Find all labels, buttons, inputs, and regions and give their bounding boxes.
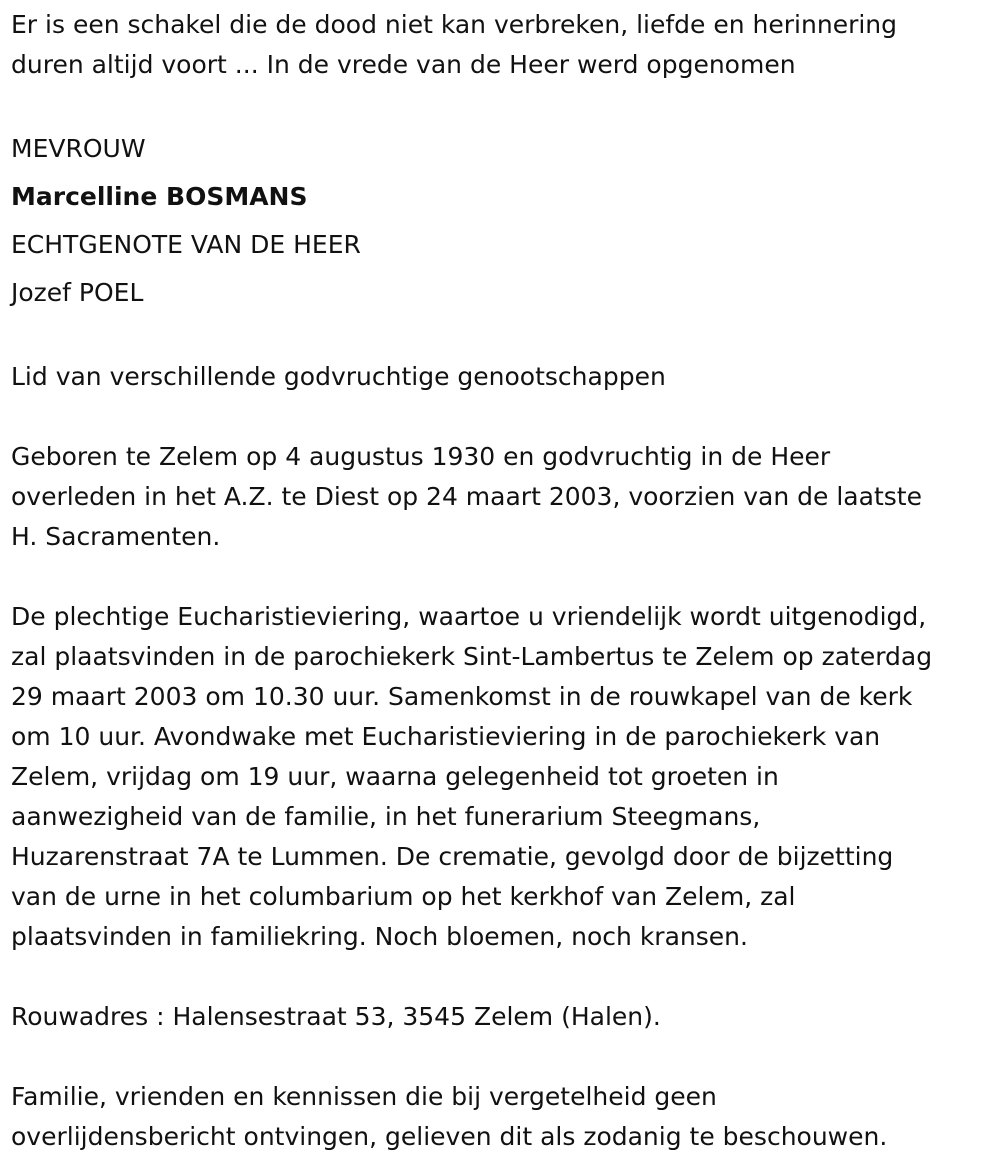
closing-line-2: overlijdensbericht ontvingen, gelieven dit als zodanig te beschouwen. bbox=[11, 1122, 888, 1151]
intro-line-2: duren altijd voort ... In de vrede van de Heer werd opgenomen bbox=[11, 50, 796, 79]
ceremony-line-1: De plechtige Eucharistieviering, waartoe u vriendelijk wordt uitgenodigd, bbox=[11, 602, 927, 631]
relation: ECHTGENOTE VAN DE HEER bbox=[11, 230, 361, 259]
membership-line: Lid van verschillende godvruchtige genootschappen bbox=[11, 362, 666, 391]
ceremony-line-2: zal plaatsvinden in de parochiekerk Sint-Lambertus te Zelem op zaterdag bbox=[11, 642, 933, 671]
obituary-text bbox=[11, 5, 996, 1157]
ceremony-paragraph bbox=[11, 597, 996, 957]
intro-line-1: Er is een schakel die de dood niet kan verbreken, liefde en herinnering bbox=[11, 10, 898, 39]
spacer bbox=[11, 957, 996, 997]
ceremony-line-7: Huzarenstraat 7A te Lummen. De crematie, gevolgd door de bijzetting bbox=[11, 842, 894, 871]
ceremony-line-9: plaatsvinden in familiekring. Noch bloemen, noch kransen. bbox=[11, 922, 748, 951]
ceremony-line-6: aanwezigheid van de familie, in het funerarium Steegmans, bbox=[11, 802, 761, 831]
spacer bbox=[11, 85, 996, 125]
birth-death-line-3: H. Sacramenten. bbox=[11, 522, 221, 551]
ceremony-line-3: 29 maart 2003 om 10.30 uur. Samenkomst in de rouwkapel van de kerk bbox=[11, 682, 913, 711]
address-line: Rouwadres : Halensestraat 53, 3545 Zelem (Halen). bbox=[11, 1002, 661, 1031]
closing-paragraph bbox=[11, 1077, 996, 1157]
ceremony-line-5: Zelem, vrijdag om 19 uur, waarna gelegenheid tot groeten in bbox=[11, 762, 779, 791]
ceremony-line-4: om 10 uur. Avondwake met Eucharistieviering in de parochiekerk van bbox=[11, 722, 881, 751]
birth-death-paragraph bbox=[11, 437, 996, 557]
closing-line-1: Familie, vrienden en kennissen die bij vergetelheid geen bbox=[11, 1082, 717, 1111]
spacer bbox=[11, 397, 996, 437]
spacer bbox=[11, 557, 996, 597]
ceremony-line-8: van de urne in het columbarium op het kerkhof van Zelem, zal bbox=[11, 882, 796, 911]
spacer bbox=[11, 317, 996, 357]
salutation: MEVROUW bbox=[11, 134, 146, 163]
intro-paragraph bbox=[11, 5, 996, 85]
deceased-name: Marcelline BOSMANS bbox=[11, 182, 308, 211]
birth-death-line-1: Geboren te Zelem op 4 augustus 1930 en godvruchtig in de Heer bbox=[11, 442, 831, 471]
spouse-name: Jozef POEL bbox=[11, 278, 144, 307]
spacer bbox=[11, 1037, 996, 1077]
birth-death-line-2: overleden in het A.Z. te Diest op 24 maart 2003, voorzien van de laatste bbox=[11, 482, 922, 511]
